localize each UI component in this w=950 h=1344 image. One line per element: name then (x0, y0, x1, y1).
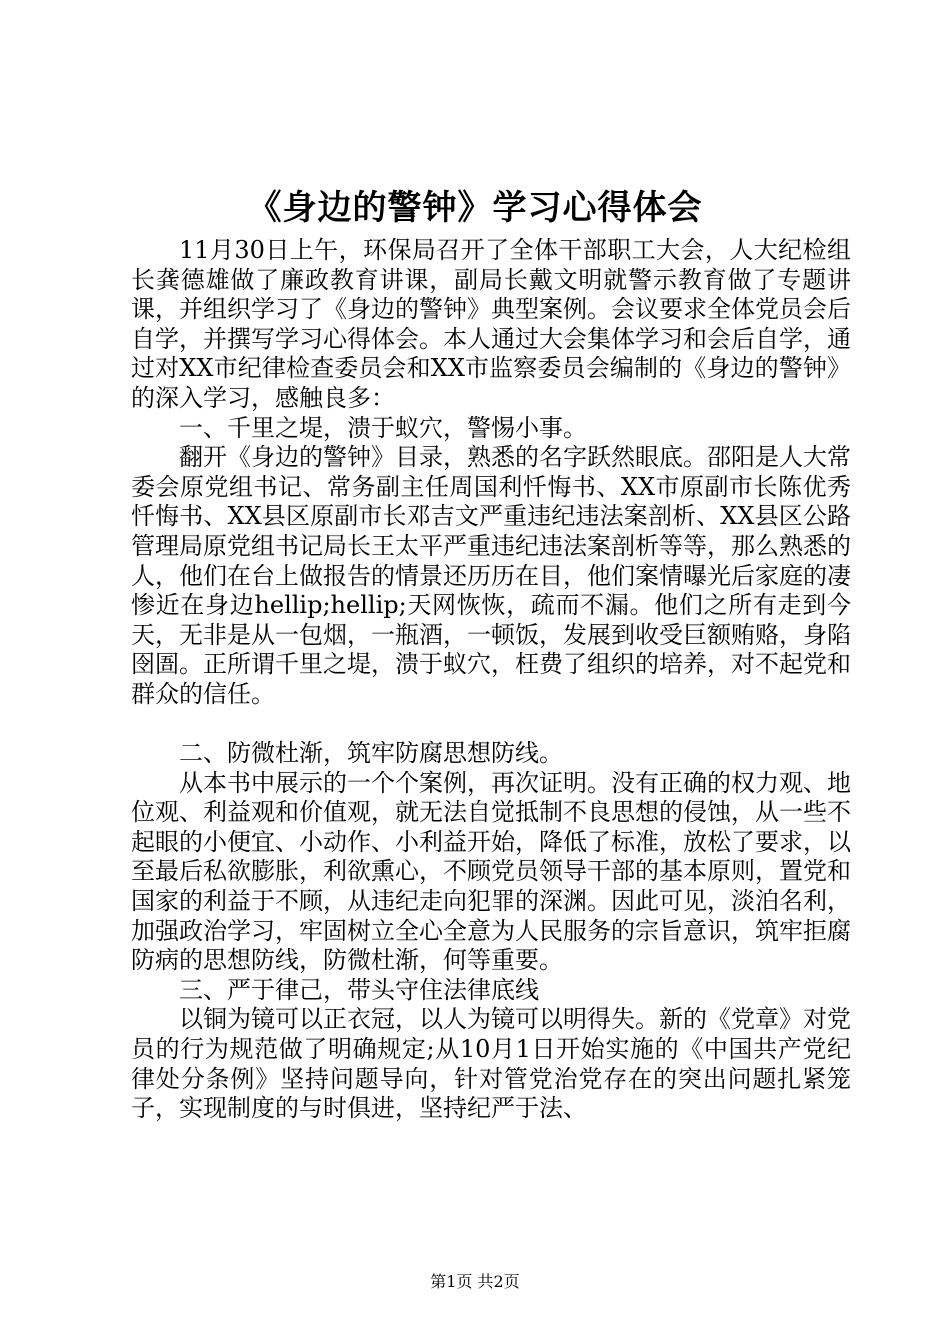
paragraph-section-2: 从本书中展示的一个个案例，再次证明。没有正确的权力观、地位观、利益观和价值观，就无法自觉抵制不良思想的侵蚀，从一些不起眼的小便宜、小动作、小利益开始，降低了标准，放松了要求，以至最后私欲膨胀，利欲熏心，不顾党员领导干部的基本原则，置党和国家的利益于不顾，从违纪走向犯罪的深渊。因此可见，淡泊名利，加强政治学习，牢固树立全心全意为人民服务的宗旨意识，筑牢拒腐防病的思想防线，防微杜渐，何等重要。 (131, 768, 851, 975)
paragraph-section-1: 翻开《身边的警钟》目录，熟悉的名字跃然眼底。邵阳是人大常委会原党组书记、常务副主任周国利忏悔书、XX市原副市长陈优秀忏悔书、XX县区原副市长邓吉文严重违纪违法案剖析、XX县区公路管理局原党组书记局长王太平严重违纪违法案剖析等等，那么熟悉的人，他们在台上做报告的情景还历历在目，他们案情曝光后家庭的凄惨近在身边hellip;hellip;天网恢恢，疏而不漏。他们之所有走到今天，无非是从一包烟，一瓶酒，一顿饭，发展到收受巨额贿赂，身陷囹圄。正所谓千里之堤，溃于蚁穴，枉费了组织的培养，对不起党和群众的信任。 (131, 443, 851, 708)
section-heading-1: 一、千里之堤，溃于蚁穴，警惕小事。 (179, 413, 587, 442)
paragraph-intro: 11月30日上午，环保局召开了全体干部职工大会，人大纪检组长龚德雄做了廉政教育讲课，副局长戴文明就警示教育做了专题讲课，并组织学习了《身边的警钟》典型案例。会议要求全体党员会后自学，并撰写学习心得体会。本人通过大会集体学习和会后自学，通过对XX市纪律检查委员会和XX市监察委员会编制的《身边的警钟》的深入学习，感触良多： (131, 236, 851, 412)
document-body (131, 236, 851, 1124)
section-heading-3: 三、严于律己，带头守住法律底线 (179, 975, 539, 1004)
document-title: 《身边的警钟》学习心得体会 (247, 188, 703, 228)
page-number-footer: 第1页 共2页 (430, 1272, 520, 1291)
paragraph-section-3: 以铜为镜可以正衣冠，以人为镜可以明得失。新的《党章》对党员的行为规范做了明确规定;从10月1日开始实施的《中国共产党纪律处分条例》坚持问题导向，针对管党治党存在的突出问题扎紧笼子，实现制度的与时俱进，坚持纪严于法、 (131, 1005, 851, 1123)
section-heading-2: 二、防微杜渐，筑牢防腐思想防线。 (179, 739, 563, 768)
